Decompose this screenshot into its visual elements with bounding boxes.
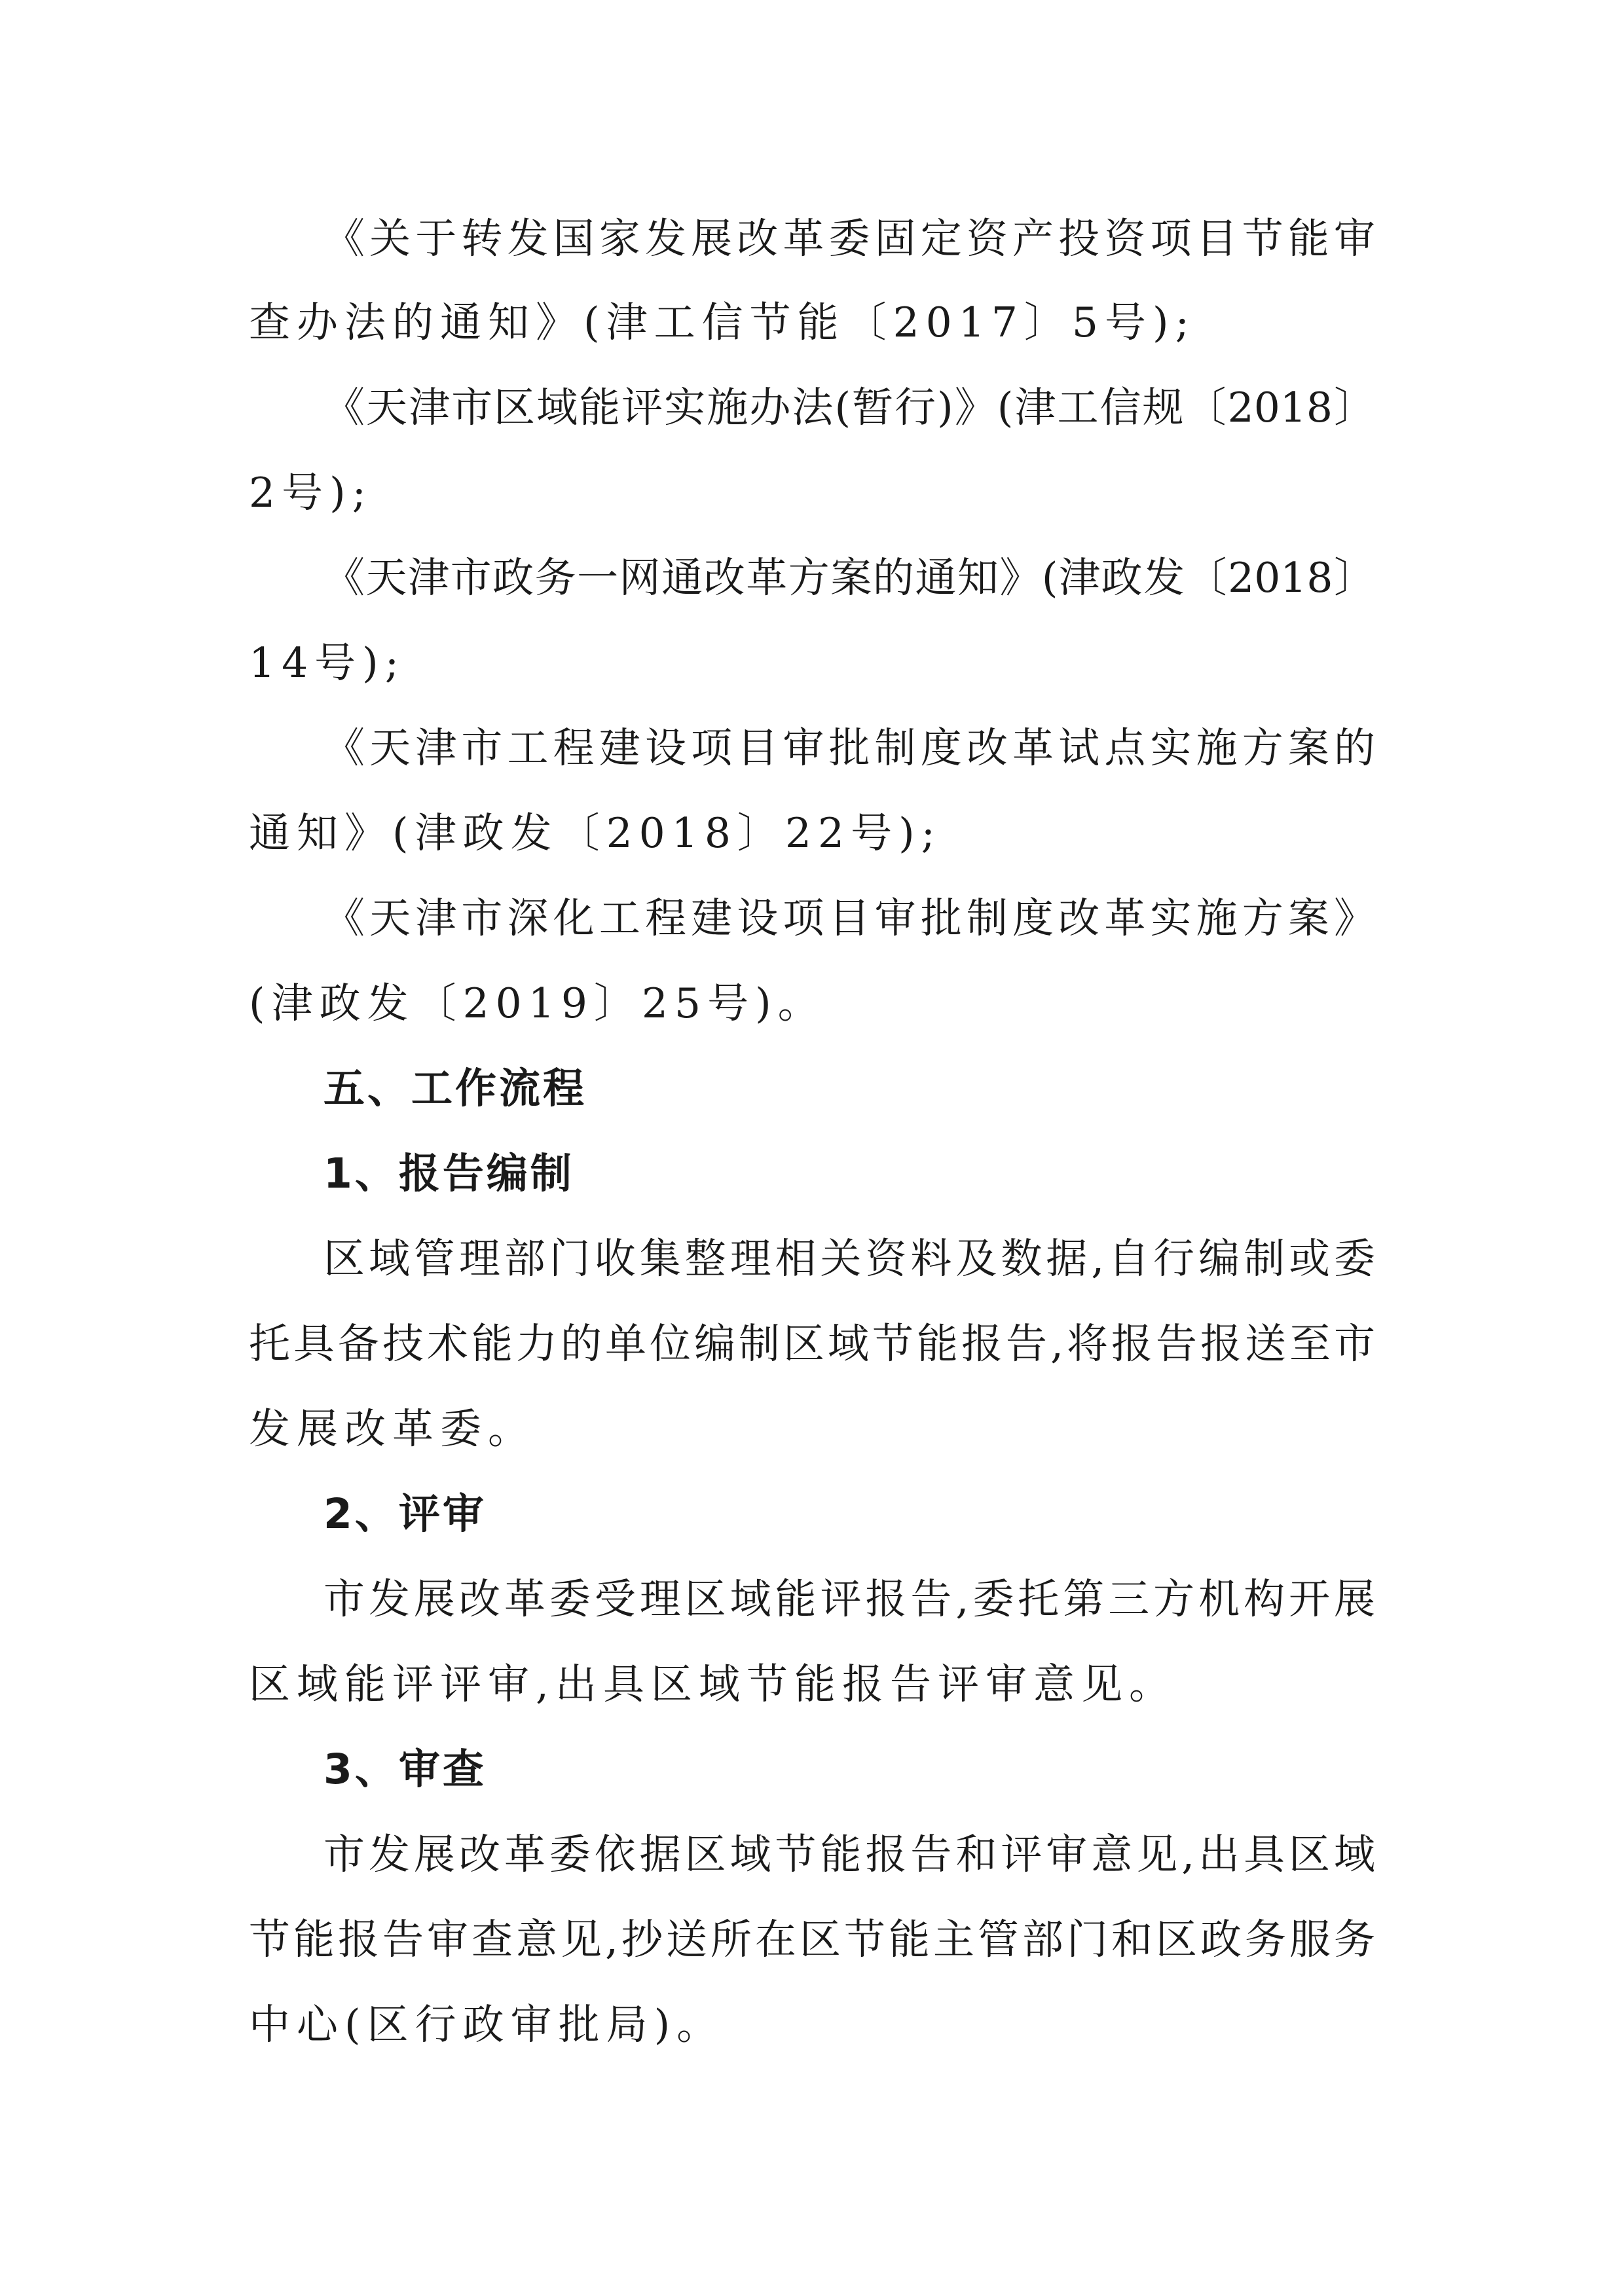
policy-4-line-2: 通知》(津政发〔2018〕22号); — [249, 809, 942, 857]
policy-1-line-1: 《关于转发国家发展改革委固定资产投资项目节能审 — [323, 215, 1375, 263]
step-2-line-2: 区域能评评审,出具区域节能报告评审意见。 — [249, 1660, 1177, 1708]
policy-1-line-2: 查办法的通知》(津工信节能〔2017〕5号); — [249, 299, 1196, 346]
step-1-line-2: 托具备技术能力的单位编制区域节能报告,将报告报送至市 — [249, 1320, 1375, 1368]
step-3-line-1: 市发展改革委依据区域节能报告和评审意见,出具区域 — [323, 1831, 1375, 1878]
step-3-line-2: 节能报告审查意见,抄送所在区节能主管部门和区政务服务 — [249, 1916, 1375, 1963]
step-3-title: 3、审查 — [323, 1745, 487, 1793]
policy-2-line-1: 《天津市区域能评实施办法(暂行)》(津工信规〔2018〕 — [323, 384, 1375, 431]
step-1-line-1: 区域管理部门收集整理相关资料及数据,自行编制或委 — [323, 1235, 1375, 1283]
step-1-line-3: 发展改革委。 — [249, 1405, 536, 1453]
policy-5-line-2: (津政发〔2019〕25号)。 — [249, 979, 826, 1027]
policy-2-line-2: 2号); — [249, 469, 373, 517]
step-2-title: 2、评审 — [323, 1490, 487, 1538]
step-1-title: 1、报告编制 — [323, 1150, 574, 1197]
section-title: 五、工作流程 — [323, 1065, 587, 1112]
step-3-line-3: 中心(区行政审批局)。 — [249, 2001, 725, 2049]
policy-3-line-2: 14号); — [249, 639, 405, 687]
policy-3-line-1: 《天津市政务一网通改革方案的通知》(津政发〔2018〕 — [323, 554, 1375, 602]
policy-4-line-1: 《天津市工程建设项目审批制度改革试点实施方案的 — [323, 724, 1375, 772]
step-2-line-1: 市发展改革委受理区域能评报告,委托第三方机构开展 — [323, 1575, 1375, 1623]
policy-5-line-1: 《天津市深化工程建设项目审批制度改革实施方案》 — [323, 894, 1375, 942]
